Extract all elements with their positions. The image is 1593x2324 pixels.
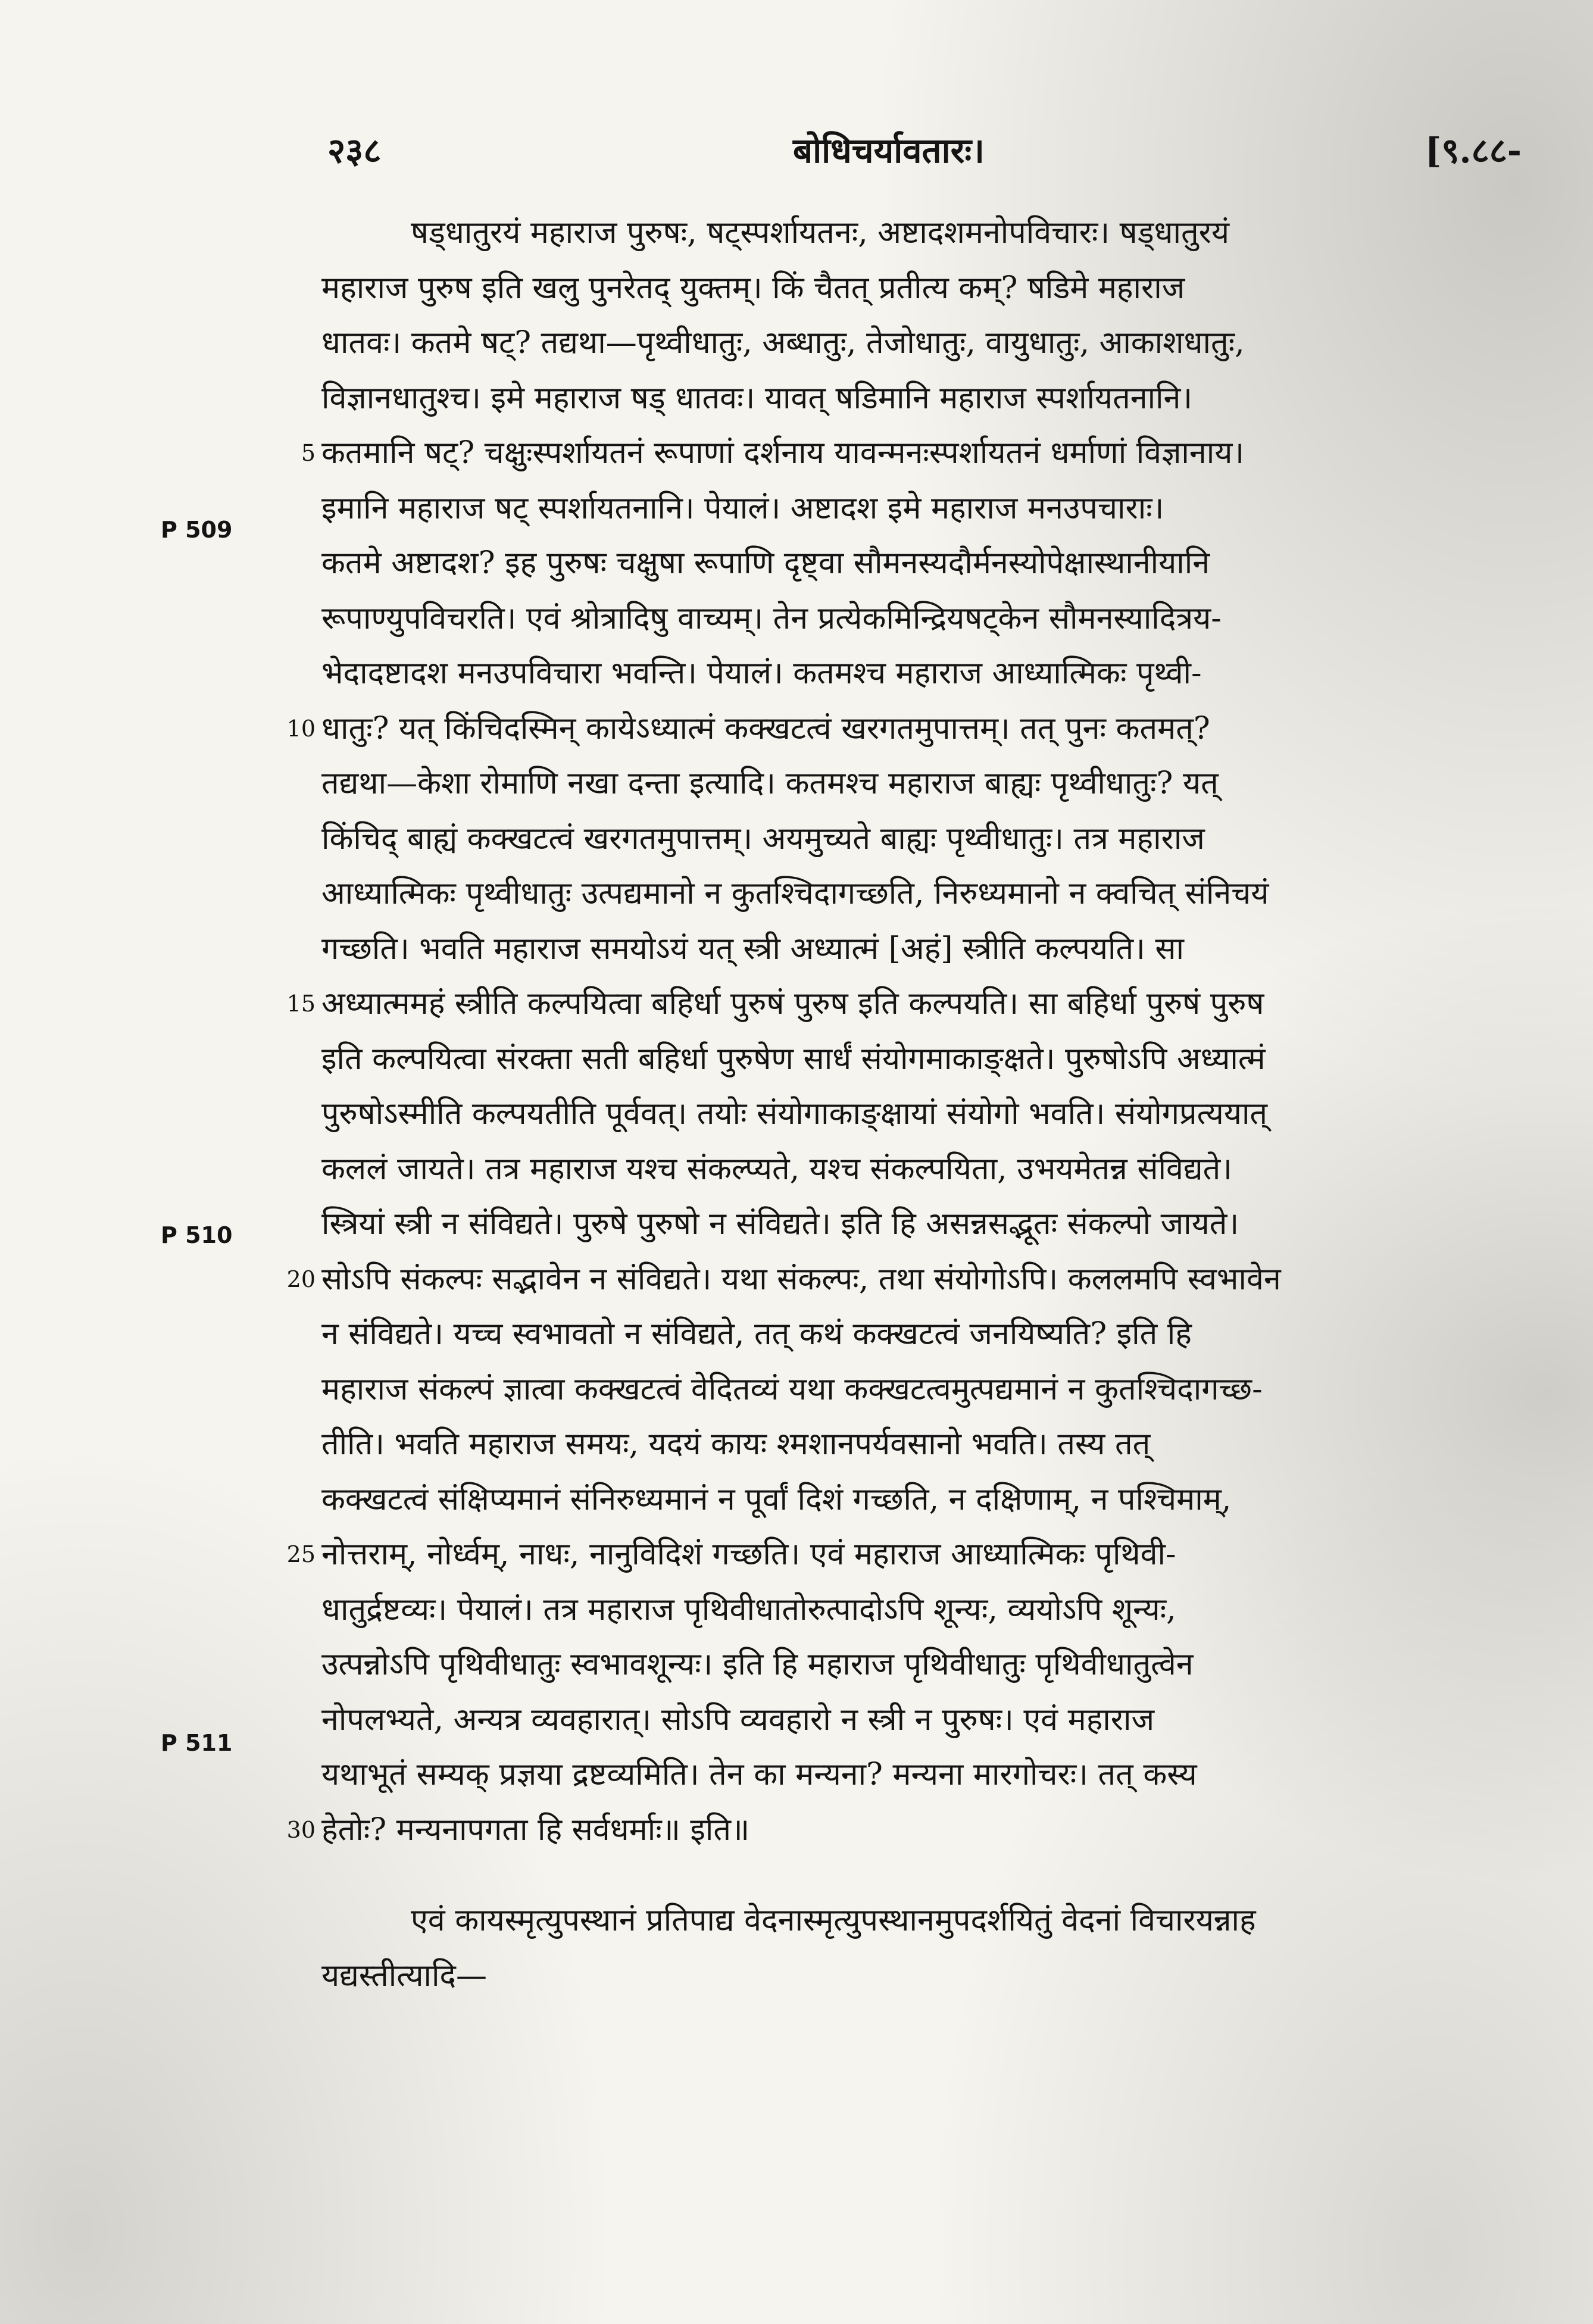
line-number: 30 [286, 1816, 316, 1843]
text-line: कक्खटत्वं संक्षिप्यमानं संनिरुध्यमानं न पूर्वां दिशं गच्छति, न दक्षिणाम्, न पश्चिमाम्, [321, 1481, 1232, 1517]
text-line: तद्यथा—केशा रोमाणि नखा दन्ता इत्यादि। कतमश्च महाराज बाह्यः पृथ्वीधातुः? यत् [321, 766, 1219, 801]
line-number: 10 [286, 715, 316, 742]
line-number: 5 [301, 440, 316, 466]
text-line: विज्ञानधातुश्च। इमे महाराज षड् धातवः। यावत् षडिमानि महाराज स्पर्शायतनानि। [321, 380, 1193, 416]
text-line: 5 कतमानि षट्? चक्षुःस्पर्शायतनं रूपाणां दर्शनाय यावन्मनःस्पर्शायतनं धर्माणां विज्ञानाय। [321, 426, 1453, 481]
text-line: महाराज संकल्पं ज्ञात्वा कक्खटत्वं वेदितव्यं यथा कक्खटत्वमुत्पद्यमानं न कुतश्चिदागच्छ- [321, 1371, 1263, 1407]
text-line: यथाभूतं सम्यक् प्रज्ञया द्रष्टव्यमिति। तेन का मन्यना? मन्यना मारगोचरः। तत् कस्य [321, 1757, 1197, 1792]
section-reference: [९.८८- [1425, 130, 1522, 171]
text-line: तीति। भवति महाराज समयः, यदयं कायः श्मशानपर्यवसानो भवति। तस्य तत् [321, 1426, 1151, 1462]
page-number: २३८ [327, 130, 382, 171]
closing-line: यद्यस्तीत्यादि— [321, 1957, 488, 1994]
text-line: 10 धातुः? यत् किंचिदस्मिन् कायेऽध्यात्मं कक्खटत्वं खरगतमुपात्तम्। तत् पुनः कतमत्? [321, 701, 1453, 757]
text-line: 20 सोऽपि संकल्पः सद्भावेन न संविद्यते। यथा संकल्पः, तथा संयोगोऽपि। कललमपि स्वभावेन [321, 1252, 1453, 1307]
text-line: 15 अध्यात्ममहं स्त्रीति कल्पयित्वा बहिर्धा पुरुषं पुरुष इति कल्पयति। सा बहिर्धा पुरुषं पुरुष [321, 976, 1453, 1032]
text-line: गच्छति। भवति महाराज समयोऽयं यत् स्त्री अध्यात्मं [अहं] स्त्रीति कल्पयति। सा [321, 930, 1184, 967]
page-body [286, 205, 1453, 2003]
closing-line: एवं कायस्मृत्युपस्थानं प्रतिपाद्य वेदनास्मृत्युपस्थानमुपदर्शयितुं वेदनां विचारयन्नाह [411, 1903, 1256, 1938]
margin-ref: P 509 [161, 517, 233, 543]
text-line: इति कल्पयित्वा संरक्ता सती बहिर्धा पुरुषेण सार्धं संयोगमाकाङ्क्षते। पुरुषोऽपि अध्यात्मं [321, 1041, 1266, 1077]
running-title: बोधिचर्यावतारः। [792, 130, 985, 171]
line-number: 20 [286, 1266, 316, 1292]
text-line: किंचिद् बाह्यं कक्खटत्वं खरगतमुपात्तम्। अयमुच्यते बाह्यः पृथ्वीधातुः। तत्र महाराज [321, 820, 1205, 857]
margin-ref: P 511 [161, 1730, 233, 1756]
text-line: आध्यात्मिकः पृथ्वीधातुः उत्पद्यमानो न कुतश्चिदागच्छति, निरुध्यमानो न क्वचित् संनिचयं [321, 876, 1269, 911]
text-line: उत्पन्नोऽपि पृथिवीधातुः स्वभावशून्यः। इति हि महाराज पृथिवीधातुः पृथिवीधातुत्वेन [321, 1647, 1194, 1682]
text-line: धातुर्द्रष्टव्यः। पेयालं। तत्र महाराज पृथिवीधातोरुत्पादोऽपि शून्यः, व्ययोऽपि शून्यः, [321, 1591, 1176, 1628]
text-line: 30 हेतोः? मन्यनापगता हि सर्वधर्माः॥ इति॥ [321, 1803, 1453, 1858]
page-header [327, 119, 1522, 179]
text-line: इमानि महाराज षट् स्पर्शायतनानि। पेयालं। अष्टादश इमे महाराज मनउपचाराः। [321, 490, 1164, 526]
line-number: 15 [286, 991, 316, 1017]
text-line: रूपाण्युपविचरति। एवं श्रोत्रादिषु वाच्यम्। तेन प्रत्येकमिन्द्रियषट्केन सौमनस्यादित्रय- [321, 600, 1222, 636]
text-line: महाराज पुरुष इति खलु पुनरेतद् युक्तम्। किं चैतत् प्रतीत्य कम्? षडिमे महाराज [321, 270, 1185, 306]
paragraph-gap [321, 1857, 1453, 1893]
text-line: पुरुषोऽस्मीति कल्पयतीति पूर्ववत्। तयोः संयोगाकाङ्क्षायां संयोगो भवति। संयोगप्रत्ययात् [321, 1096, 1268, 1132]
text-line: नोपलभ्यते, अन्यत्र व्यवहारात्। सोऽपि व्यवहारो न स्त्री न पुरुषः। एवं महाराज [321, 1701, 1155, 1738]
margin-ref: P 510 [161, 1222, 233, 1248]
text-line: कतमे अष्टादश? इह पुरुषः चक्षुषा रूपाणि दृष्ट्वा सौमनस्यदौर्मनस्योपेक्षास्थानीयानि [321, 545, 1210, 581]
text-line: 25 नोत्तराम्, नोर्ध्वम्, नाधः, नानुविदिशं गच्छति। एवं महाराज आध्यात्मिकः पृथिवी- [321, 1527, 1453, 1582]
text-line: न संविद्यते। यच्च स्वभावतो न संविद्यते, तत् कथं कक्खटत्वं जनयिष्यति? इति हि [321, 1316, 1192, 1352]
text-line: भेदादष्टादश मनउपविचारा भवन्ति। पेयालं। कतमश्च महाराज आध्यात्मिकः पृथ्वी- [321, 655, 1202, 691]
text-line: षड्धातुरयं महाराज पुरुषः, षट्स्पर्शायतनः, अष्टादशमनोपविचारः। षड्धातुरयं [411, 215, 1230, 251]
text-line: धातवः। कतमे षट्? तद्यथा—पृथ्वीधातुः, अब्धातुः, तेजोधातुः, वायुधातुः, आकाशधातुः, [321, 325, 1245, 361]
line-number: 25 [286, 1541, 316, 1567]
text-line: कललं जायते। तत्र महाराज यश्च संकल्प्यते, यश्च संकल्पयिता, उभयमेतन्न संविद्यते। [321, 1151, 1232, 1187]
text-line: स्त्रियां स्त्री न संविद्यते। पुरुषे पुरुषो न संविद्यते। इति हि असन्नसद्भूतः संकल्पो जायते। [321, 1206, 1239, 1242]
